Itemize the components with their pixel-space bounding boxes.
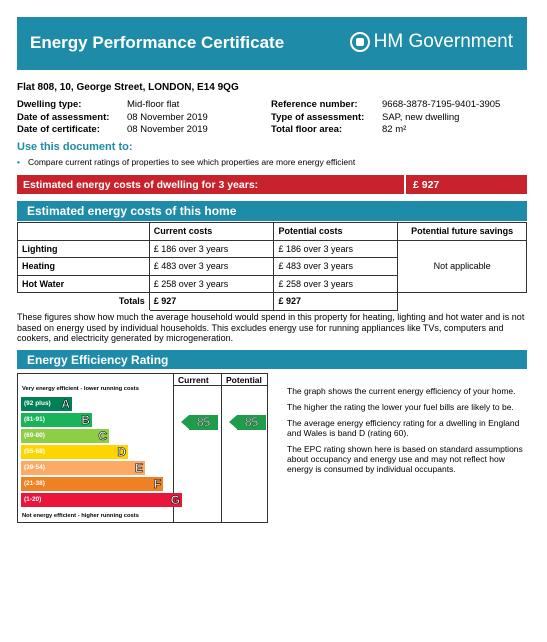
cost-note: These figures show how much the average household would spend in this property for heating, lighting and hot water and is not based on energy used by individual households. This excludes energy use for running appliances like TVs, computers and cookers, and electricity generated by microgeneration.	[17, 312, 525, 343]
detail-row	[17, 124, 208, 137]
band-range: (55-68)	[24, 448, 45, 455]
detail-value: 08 November 2019	[127, 111, 208, 123]
row-label: Hot Water	[18, 275, 150, 293]
details-left	[17, 99, 208, 137]
band-f	[21, 477, 163, 491]
band-range: (92 plus)	[24, 400, 51, 407]
scale-top-label: Very energy efficient - lower running costs	[22, 386, 139, 392]
band-c	[21, 429, 109, 443]
current-cost-cell: £ 186 over 3 years	[149, 240, 274, 258]
use-bullet-text: Compare current ratings of properties to see which properties are more energy efficient	[27, 157, 356, 167]
details-right	[271, 99, 500, 137]
explanation-paragraph: The EPC rating shown here is based on standard assumptions about occupancy and energy use and may not reflect how energy is consumed by individual occupants.	[287, 444, 523, 474]
band-letter: D	[117, 445, 126, 459]
band-b	[21, 413, 92, 427]
band-range: (69-80)	[24, 432, 45, 439]
scale-bottom-label: Not energy efficient - higher running costs	[22, 513, 139, 519]
total-cost-value: £ 927	[413, 179, 440, 191]
table-header-row	[18, 223, 527, 241]
detail-value: 9668-3878-7195-9401-3905	[382, 99, 501, 110]
detail-row	[271, 112, 500, 125]
efficiency-heading: Energy Efficiency Rating	[17, 350, 527, 369]
detail-row	[17, 99, 208, 112]
use-heading: Use this document to:	[17, 141, 133, 153]
band-letter: G	[170, 493, 180, 507]
detail-row	[271, 124, 500, 137]
band-letter: F	[153, 477, 161, 491]
totals-label: Totals	[18, 293, 150, 311]
detail-key: Type of assessment:	[271, 111, 365, 123]
explanation-paragraph: The graph shows the current energy efficiency of your home.	[287, 386, 516, 396]
band-e	[21, 461, 145, 475]
current-cost-cell: £ 258 over 3 years	[149, 275, 274, 293]
totals-row	[18, 293, 527, 311]
table-header: Potential future savings	[398, 223, 527, 241]
empty-cell	[398, 293, 527, 311]
band-g	[21, 493, 182, 507]
explanation-paragraph: The higher the rating the lower your fuel bills are likely to be.	[287, 402, 514, 412]
table-row	[18, 240, 527, 258]
band-letter: A	[61, 397, 70, 411]
detail-value: 08 November 2019	[127, 124, 208, 135]
current-rating-arrow	[189, 415, 218, 430]
band-d	[21, 445, 128, 459]
detail-key: Date of assessment:	[17, 111, 110, 123]
detail-key: Dwelling type:	[17, 99, 82, 110]
band-letter: C	[98, 429, 107, 443]
band-range: (39-54)	[24, 464, 45, 471]
government-label: HM Government	[373, 31, 513, 52]
totals-potential: £ 927	[274, 293, 398, 311]
detail-key: Total floor area:	[271, 124, 343, 135]
detail-key: Reference number:	[271, 99, 358, 110]
potential-cost-cell: £ 483 over 3 years	[274, 258, 398, 276]
detail-value: 82 m²	[382, 124, 407, 135]
savings-cell: Not applicable	[398, 240, 527, 293]
band-range: (21-38)	[24, 480, 45, 487]
totals-current: £ 927	[149, 293, 274, 311]
detail-value: Mid-floor flat	[127, 99, 180, 110]
chart-divider	[221, 374, 222, 522]
current-cost-cell: £ 483 over 3 years	[149, 258, 274, 276]
row-label: Heating	[18, 258, 150, 276]
row-label: Lighting	[18, 240, 150, 258]
band-range: (1-20)	[24, 496, 42, 503]
current-column-header: Current	[178, 375, 209, 385]
crest-icon	[350, 32, 370, 52]
hm-government-logo	[350, 31, 513, 53]
band-range: (81-91)	[24, 416, 45, 423]
explanation-paragraph: The average energy efficiency rating for a dwelling in England and Wales is band D (rating 60).	[287, 418, 520, 438]
band-letter: E	[134, 461, 143, 475]
divider	[404, 175, 406, 194]
bullet-icon: •	[17, 157, 20, 167]
detail-key: Date of certificate:	[17, 124, 100, 135]
page-title: Energy Performance Certificate	[30, 33, 285, 52]
property-address: Flat 808, 10, George Street, LONDON, E14 9QG	[17, 82, 239, 93]
use-bullet	[17, 157, 355, 167]
detail-row	[17, 112, 208, 125]
band-a	[21, 397, 72, 411]
potential-column-header: Potential	[226, 375, 262, 385]
potential-cost-cell: £ 186 over 3 years	[274, 240, 398, 258]
cost-table	[17, 222, 527, 311]
total-cost-bar	[17, 175, 527, 194]
current-rating-value: 85	[196, 415, 211, 429]
table-header	[18, 223, 150, 241]
detail-value: SAP, new dwelling	[382, 111, 460, 123]
efficiency-explanation	[287, 386, 527, 480]
detail-row	[271, 99, 500, 112]
band-letter: B	[81, 413, 90, 427]
total-cost-label: Estimated energy costs of dwelling for 3 years:	[23, 179, 259, 191]
potential-rating-arrow	[237, 415, 266, 430]
potential-cost-cell: £ 258 over 3 years	[274, 275, 398, 293]
table-header: Potential costs	[274, 223, 398, 241]
estimated-costs-heading: Estimated energy costs of this home	[17, 201, 527, 221]
header-banner	[17, 17, 527, 70]
potential-rating-value: 85	[244, 415, 259, 429]
table-header: Current costs	[149, 223, 274, 241]
efficiency-chart	[17, 373, 268, 523]
